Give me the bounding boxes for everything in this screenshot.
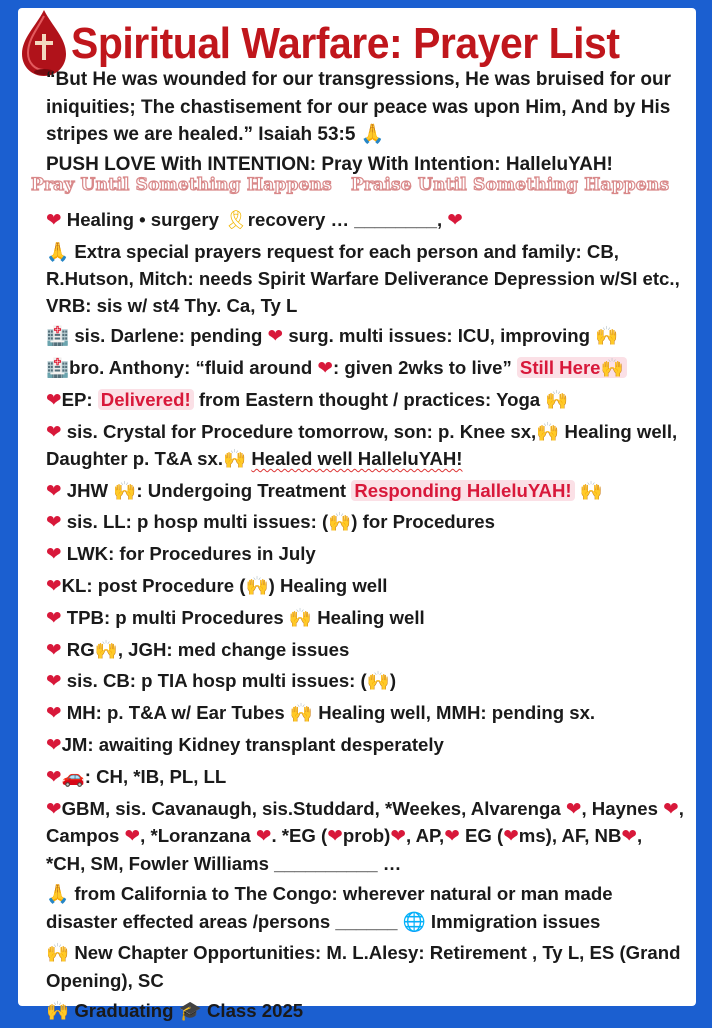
raised-hands-icon: 🙌 — [245, 576, 269, 598]
raised-hands-icon: 🙌 — [46, 943, 70, 965]
list-item — [46, 698, 686, 730]
item-text: ) for Procedures — [351, 511, 495, 533]
item-text: sis. Darlene: pending — [74, 325, 263, 347]
item-text: Healing well — [317, 606, 425, 628]
heart-icon: ❤ — [447, 210, 463, 231]
item-text: . *EG ( — [271, 825, 328, 847]
list-item — [46, 879, 686, 938]
raised-hands-icon: 🙌 — [94, 639, 118, 661]
raised-hands-icon: 🙌 — [288, 607, 313, 629]
heart-icon: ❤ — [327, 826, 343, 848]
item-text: , JGH: med change issues — [117, 638, 350, 660]
list-item — [46, 237, 686, 322]
heart-icon: ❤ — [46, 480, 62, 502]
item-text: TPB: p multi Procedures — [66, 606, 284, 628]
list-item — [46, 730, 686, 762]
globe-icon: 🌐 — [402, 911, 426, 933]
heart-icon: ❤ — [317, 358, 333, 380]
highlight-text: Still Here — [519, 357, 601, 379]
heart-icon: ❤ — [46, 544, 62, 566]
item-text: sis. LL: p hosp multi issues: ( — [66, 511, 329, 533]
prayer-list — [46, 205, 686, 1028]
heart-icon: ❤ — [46, 389, 62, 411]
raised-hands-icon: 🙌 — [545, 389, 569, 411]
raised-hands-icon: 🙌 — [46, 1001, 70, 1023]
list-item — [46, 205, 686, 237]
item-text: : Undergoing Treatment — [136, 479, 347, 501]
item-text: , Campos — [46, 797, 684, 847]
raised-hands-icon: 🙌 — [223, 449, 247, 471]
item-text: Immigration issues — [430, 910, 601, 932]
item-text: sis. CB: p TIA hosp multi issues: ( — [66, 670, 367, 692]
list-item — [46, 666, 686, 698]
item-text: ms), AF, NB — [518, 825, 622, 847]
status-highlight: Delivered! — [98, 389, 194, 410]
item-text: MH: p. T&A w/ Ear Tubes — [66, 702, 285, 724]
item-text: ) Healing well — [268, 575, 388, 597]
item-text: Healing • surgery — [66, 209, 219, 230]
banner-pray: Pray Until Something Happens — [31, 175, 332, 195]
raised-hands-icon: 🙌 — [289, 703, 314, 725]
heart-icon: ❤ — [46, 421, 62, 443]
item-text: , AP, — [405, 825, 445, 847]
praying-hands-icon: 🙏 — [360, 123, 385, 146]
item-text: Extra special prayers request for each person and family: CB, R.Hutson, Mitch: needs Spirit Warfare Deliverance Depression w/SI etc., VRB: sis w/ st4 Thy. Ca, Ty L — [46, 240, 680, 316]
heart-icon: ❤ — [46, 607, 62, 629]
list-item — [46, 539, 686, 571]
item-text: , Haynes — [581, 797, 658, 819]
praying-hands-icon: 🙏 — [46, 884, 70, 906]
item-text: Graduating — [74, 1000, 174, 1022]
praying-hands-icon: 🙏 — [46, 241, 70, 263]
item-text: ) — [389, 670, 397, 692]
list-item — [46, 996, 686, 1028]
heart-icon: ❤ — [444, 826, 460, 848]
heart-icon: ❤ — [255, 826, 272, 848]
push-love-line: PUSH LOVE With INTENTION: Pray With Intention: HalleluYAH! — [46, 154, 613, 175]
raised-hands-icon: 🙌 — [600, 358, 624, 380]
item-text: EG ( — [464, 825, 504, 847]
heart-icon: ❤ — [46, 798, 62, 820]
item-text: Class 2025 — [207, 1000, 304, 1022]
list-item — [46, 938, 686, 996]
graduation-cap-icon: 🎓 — [178, 1001, 202, 1023]
item-text: JHW — [66, 479, 109, 501]
page-title: Spiritual Warfare: Prayer List — [71, 19, 620, 68]
item-text: prob) — [342, 825, 391, 847]
item-text: LWK: for Procedures in July — [66, 543, 316, 565]
heart-icon: ❤ — [46, 639, 62, 661]
list-item — [46, 603, 686, 635]
hospital-icon: 🏥 — [46, 358, 70, 380]
item-text: recovery … ________, — [247, 209, 443, 230]
list-item — [46, 417, 686, 476]
heart-icon: ❤ — [46, 210, 62, 231]
list-item — [46, 571, 686, 603]
item-text: from California to The Congo: wherever natural or man made disaster effected areas /persons ______ — [46, 883, 613, 932]
item-text: , *CH, SM, Fowler Williams __________ … — [46, 825, 643, 874]
item-text: New Chapter Opportunities: M. L.Alesy: Retirement , Ty L, ES (Grand Opening), SC — [46, 942, 681, 991]
raised-hands-icon: 🙌 — [328, 512, 352, 534]
heart-icon: ❤ — [46, 512, 62, 534]
item-text: KL: post Procedure ( — [61, 575, 246, 597]
scripture-verse — [46, 66, 686, 149]
heart-icon: ❤ — [46, 703, 62, 725]
heart-icon: ❤ — [46, 766, 62, 788]
list-item — [46, 321, 686, 353]
raised-hands-icon: 🙌 — [536, 421, 560, 443]
list-item — [46, 476, 686, 508]
item-text: , *Loranzana — [140, 825, 251, 847]
item-text: : given 2wks to live” — [332, 357, 512, 379]
list-item — [46, 762, 686, 794]
heart-icon: ❤ — [663, 798, 679, 820]
status-highlight — [517, 357, 627, 378]
list-item — [46, 635, 686, 667]
status-highlight: Responding HalleluYAH! — [351, 480, 574, 501]
raised-hands-icon: 🙌 — [595, 326, 619, 348]
heart-icon: ❤ — [46, 671, 62, 693]
list-item — [46, 794, 686, 880]
car-icon: 🚗 — [61, 766, 85, 788]
list-item — [46, 507, 686, 539]
item-text: surg. multi issues: ICU, improving — [288, 325, 590, 347]
item-text: RG — [66, 638, 95, 660]
heart-icon: ❤ — [503, 826, 519, 848]
item-text: Healing well, MMH: pending sx. — [318, 702, 596, 724]
item-text: bro. Anthony: “fluid around — [69, 357, 313, 379]
raised-hands-icon: 🙌 — [113, 480, 137, 502]
heart-icon: ❤ — [565, 798, 582, 820]
banner-praise: Praise Until Something Happens — [351, 175, 670, 195]
item-text: Healed well HalleluYAH! — [251, 448, 463, 470]
item-text: : CH, *IB, PL, LL — [84, 765, 227, 787]
raised-hands-icon: 🙌 — [366, 671, 390, 693]
heart-icon: ❤ — [124, 826, 141, 848]
item-text: EP: — [61, 388, 93, 410]
list-item — [46, 385, 686, 417]
heart-icon: ❤ — [267, 326, 284, 348]
heart-icon: ❤ — [390, 826, 406, 848]
item-text: Healing well, Daughter p. T&A sx. — [46, 420, 678, 470]
item-text: JM: awaiting Kidney transplant desperately — [61, 734, 444, 756]
heart-icon: ❤ — [46, 735, 62, 757]
list-item — [46, 353, 686, 385]
item-text: sis. Crystal for Procedure tomorrow, son: p. Knee sx, — [66, 420, 537, 442]
hospital-icon: 🏥 — [46, 326, 70, 348]
ribbon-icon: 🎗 — [224, 210, 248, 231]
verse-text: “But He was wounded for our transgressions, He was bruised for our iniquities; The chastisement for our peace was upon Him, And by His stripes we are healed.” Isaiah 53:5 — [46, 69, 671, 146]
item-text: GBM, sis. Cavanaugh, sis.Studdard, *Weekes, Alvarenga — [61, 797, 561, 819]
item-text: from Eastern thought / practices: Yoga — [198, 388, 541, 410]
raised-hands-icon: 🙌 — [579, 480, 603, 502]
heart-icon: ❤ — [621, 826, 638, 848]
heart-icon: ❤ — [46, 576, 62, 598]
